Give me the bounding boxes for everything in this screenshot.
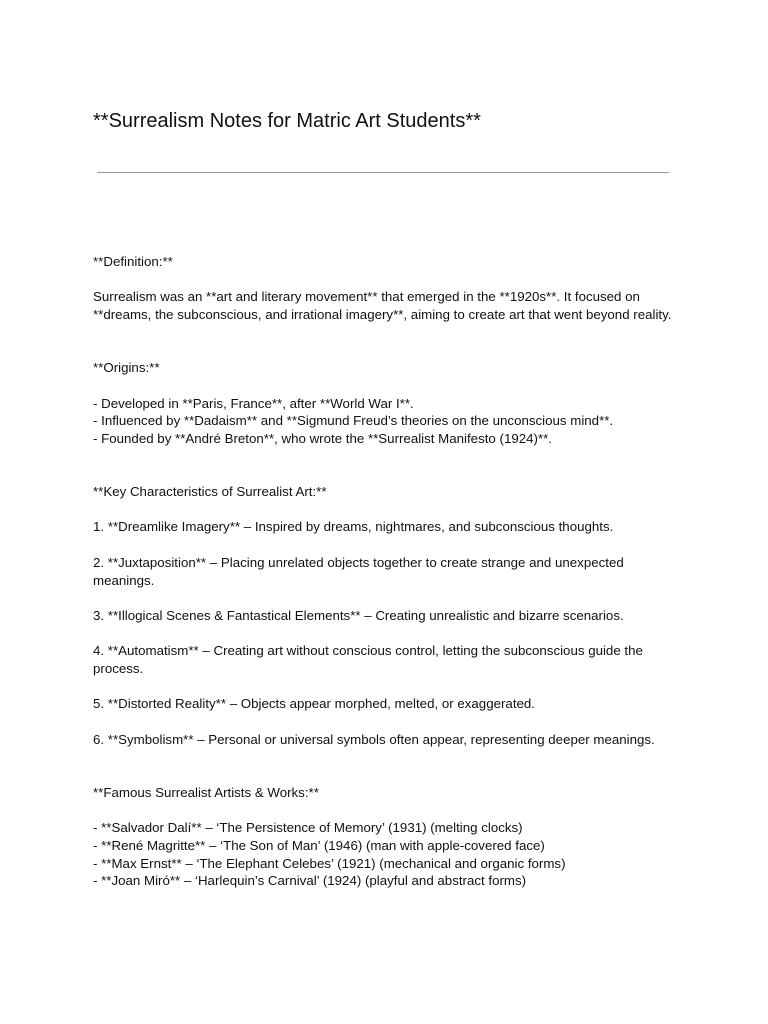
list-item: - **Salvador Dalí** – ‘The Persistence of Memory’ (1931) (melting clocks) bbox=[93, 820, 523, 836]
document-body bbox=[93, 253, 683, 890]
list-item: - Developed in **Paris, France**, after **World War I**. bbox=[93, 395, 414, 411]
artists-list bbox=[93, 819, 683, 890]
list-item: 5. **Distorted Reality** – Objects appear morphed, melted, or exaggerated. bbox=[93, 696, 535, 712]
list-item: 6. **Symbolism** – Personal or universal symbols often appear, representing deeper meanings. bbox=[93, 731, 655, 747]
origins-heading: **Origins:** bbox=[93, 360, 160, 376]
characteristics-heading: **Key Characteristics of Surrealist Art:** bbox=[93, 484, 327, 500]
document-title: **Surrealism Notes for Matric Art Students** bbox=[93, 110, 481, 132]
list-item: 2. **Juxtaposition** – Placing unrelated objects together to create strange and unexpected meanings. bbox=[93, 554, 624, 588]
list-item: 3. **Illogical Scenes & Fantastical Elements** – Creating unrealistic and bizarre scenarios. bbox=[93, 607, 624, 623]
definition-heading: **Definition:** bbox=[93, 254, 173, 269]
list-item: - **Joan Miró** – ‘Harlequin’s Carnival’ (1924) (playful and abstract forms) bbox=[93, 873, 527, 889]
list-item: 4. **Automatism** – Creating art without conscious control, letting the subconscious guide the process. bbox=[93, 643, 643, 677]
list-item: - **René Magritte** – ‘The Son of Man’ (1946) (man with apple-covered face) bbox=[93, 838, 545, 854]
origins-list bbox=[93, 395, 683, 448]
list-item: 1. **Dreamlike Imagery** – Inspired by dreams, nightmares, and subconscious thoughts. bbox=[93, 519, 614, 535]
list-item: - Founded by **André Breton**, who wrote the **Surrealist Manifesto (1924)**. bbox=[93, 430, 552, 446]
list-item: - **Max Ernst** – ‘The Elephant Celebes’ (1921) (mechanical and organic forms) bbox=[93, 855, 566, 871]
artists-heading: **Famous Surrealist Artists & Works:** bbox=[93, 784, 319, 800]
list-item: - Influenced by **Dadaism** and **Sigmund Freud’s theories on the unconscious mind**. bbox=[93, 413, 614, 429]
definition-paragraph: Surrealism was an **art and literary movement** that emerged in the **1920s**. It focused on **dreams, the subconscious, and irrational imagery**, aiming to create art that went beyond reality. bbox=[93, 289, 672, 323]
horizontal-rule bbox=[97, 172, 669, 173]
